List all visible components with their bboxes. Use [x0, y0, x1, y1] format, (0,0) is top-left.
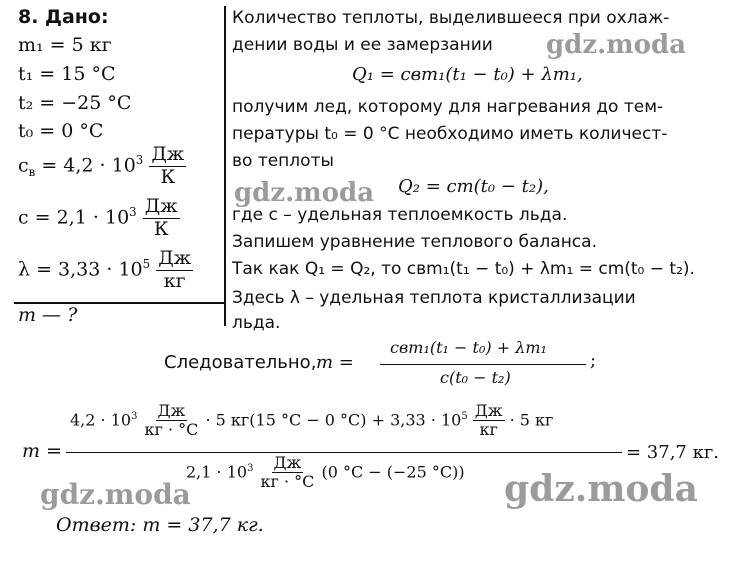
- solution-line: Запишем уравнение теплового баланса.: [232, 232, 597, 252]
- given-cv-symbol: c: [18, 154, 29, 177]
- unit-den: кг: [479, 420, 498, 440]
- unit-den: кг · °С: [144, 420, 199, 440]
- watermark: gdz.moda: [504, 468, 698, 510]
- formula-prefix: Следовательно,: [164, 352, 317, 373]
- solution-line: пературы t₀ = 0 °С необходимо иметь количест-: [232, 124, 668, 144]
- calc-n3: · 5 кг: [509, 410, 554, 430]
- unit-den: К: [160, 165, 176, 188]
- calc-result: = 37,7 кг.: [626, 442, 720, 463]
- given-t1: t₁ = 15 °С: [18, 63, 116, 85]
- calc-numerator: [70, 402, 553, 440]
- calc-n1-exp: 3: [131, 411, 138, 423]
- problem-header: 8. Дано:: [18, 6, 109, 28]
- solution-line: Здесь λ – удельная теплота кристаллизации: [232, 288, 636, 308]
- calc-lhs: m =: [22, 440, 62, 462]
- unit-num: Дж: [157, 401, 186, 420]
- formula-fraction-bar: [380, 364, 586, 365]
- given-cv: [18, 144, 186, 189]
- unit-num: Дж: [144, 195, 178, 217]
- calc-d2: (0 °С − (−25 °С)): [321, 462, 465, 482]
- formula-suffix: ;: [590, 350, 597, 371]
- given-m1: m₁ = 5 кг: [18, 34, 112, 56]
- calc-n2: · 5 кг(15 °С − 0 °С) + 3,33 · 10: [205, 410, 462, 430]
- watermark: gdz.moda: [234, 178, 375, 208]
- unit-den: кг: [163, 269, 186, 292]
- given-cv-unit: [149, 144, 186, 189]
- calc-n1-unit: [142, 402, 200, 440]
- calc-n2-exp: 5: [461, 411, 468, 423]
- solution-line: льда.: [232, 313, 281, 333]
- answer-label: Ответ:: [56, 514, 137, 536]
- watermark: gdz.moda: [546, 30, 687, 60]
- equation-q1: Q₁ = cвm₁(t₁ − t₀) + λm₁,: [352, 64, 583, 85]
- watermark: gdz.moda: [40, 478, 191, 511]
- unit-num: Дж: [474, 401, 503, 420]
- given-lambda-exp: 5: [142, 257, 151, 272]
- unit-num: Дж: [151, 143, 185, 165]
- calc-d1-exp: 3: [247, 463, 254, 475]
- solution-line: где c – удельная теплоемкость льда.: [232, 205, 568, 225]
- formula-denominator: c(t₀ − t₂): [440, 368, 511, 387]
- given-lambda: [18, 248, 193, 293]
- calc-d1-unit: [258, 454, 316, 492]
- calc-n2-unit: [473, 402, 505, 440]
- find-quantity: m — ?: [18, 304, 78, 326]
- given-cv-sub: в: [28, 165, 36, 180]
- solution-line: во теплоты: [232, 151, 334, 171]
- unit-den: К: [153, 217, 169, 240]
- calc-denominator: [186, 454, 465, 492]
- column-divider: [224, 6, 226, 326]
- given-lambda-unit: [156, 248, 193, 293]
- answer: [56, 514, 264, 536]
- unit-num: Дж: [158, 247, 192, 269]
- given-cv-value: = 4,2 · 10: [35, 154, 136, 177]
- given-cv-exp: 3: [135, 153, 144, 168]
- unit-den: кг · °С: [260, 472, 315, 492]
- given-c-unit: [143, 196, 180, 241]
- solution-line: дении воды и ее замерзании: [232, 35, 493, 55]
- equation-q2: Q₂ = cm(t₀ − t₂),: [398, 176, 549, 197]
- calc-fraction-bar: [66, 452, 622, 453]
- given-c: [18, 196, 180, 241]
- given-c-value: c = 2,1 · 10: [18, 206, 130, 229]
- solution-line: Количество теплоты, выделившееся при охлаж-: [232, 8, 670, 28]
- unit-num: Дж: [273, 453, 302, 472]
- given-lambda-value: λ = 3,33 · 10: [18, 258, 143, 281]
- given-t2: t₂ = −25 °С: [18, 92, 132, 114]
- solution-line: Так как Q₁ = Q₂, то cвm₁(t₁ − t₀) + λm₁ = cm(t₀ − t₂).: [232, 259, 695, 279]
- solution-line: получим лед, которому для нагревания до тем-: [232, 97, 664, 117]
- calc-d1: 2,1 · 10: [186, 462, 248, 482]
- answer-value: m = 37,7 кг.: [142, 514, 264, 536]
- given-c-exp: 3: [129, 205, 137, 220]
- calc-n1: 4,2 · 10: [70, 410, 132, 430]
- formula-lhs: m =: [316, 352, 354, 373]
- given-t0: t₀ = 0 °С: [18, 120, 104, 142]
- formula-numerator: cвm₁(t₁ − t₀) + λm₁: [390, 338, 547, 357]
